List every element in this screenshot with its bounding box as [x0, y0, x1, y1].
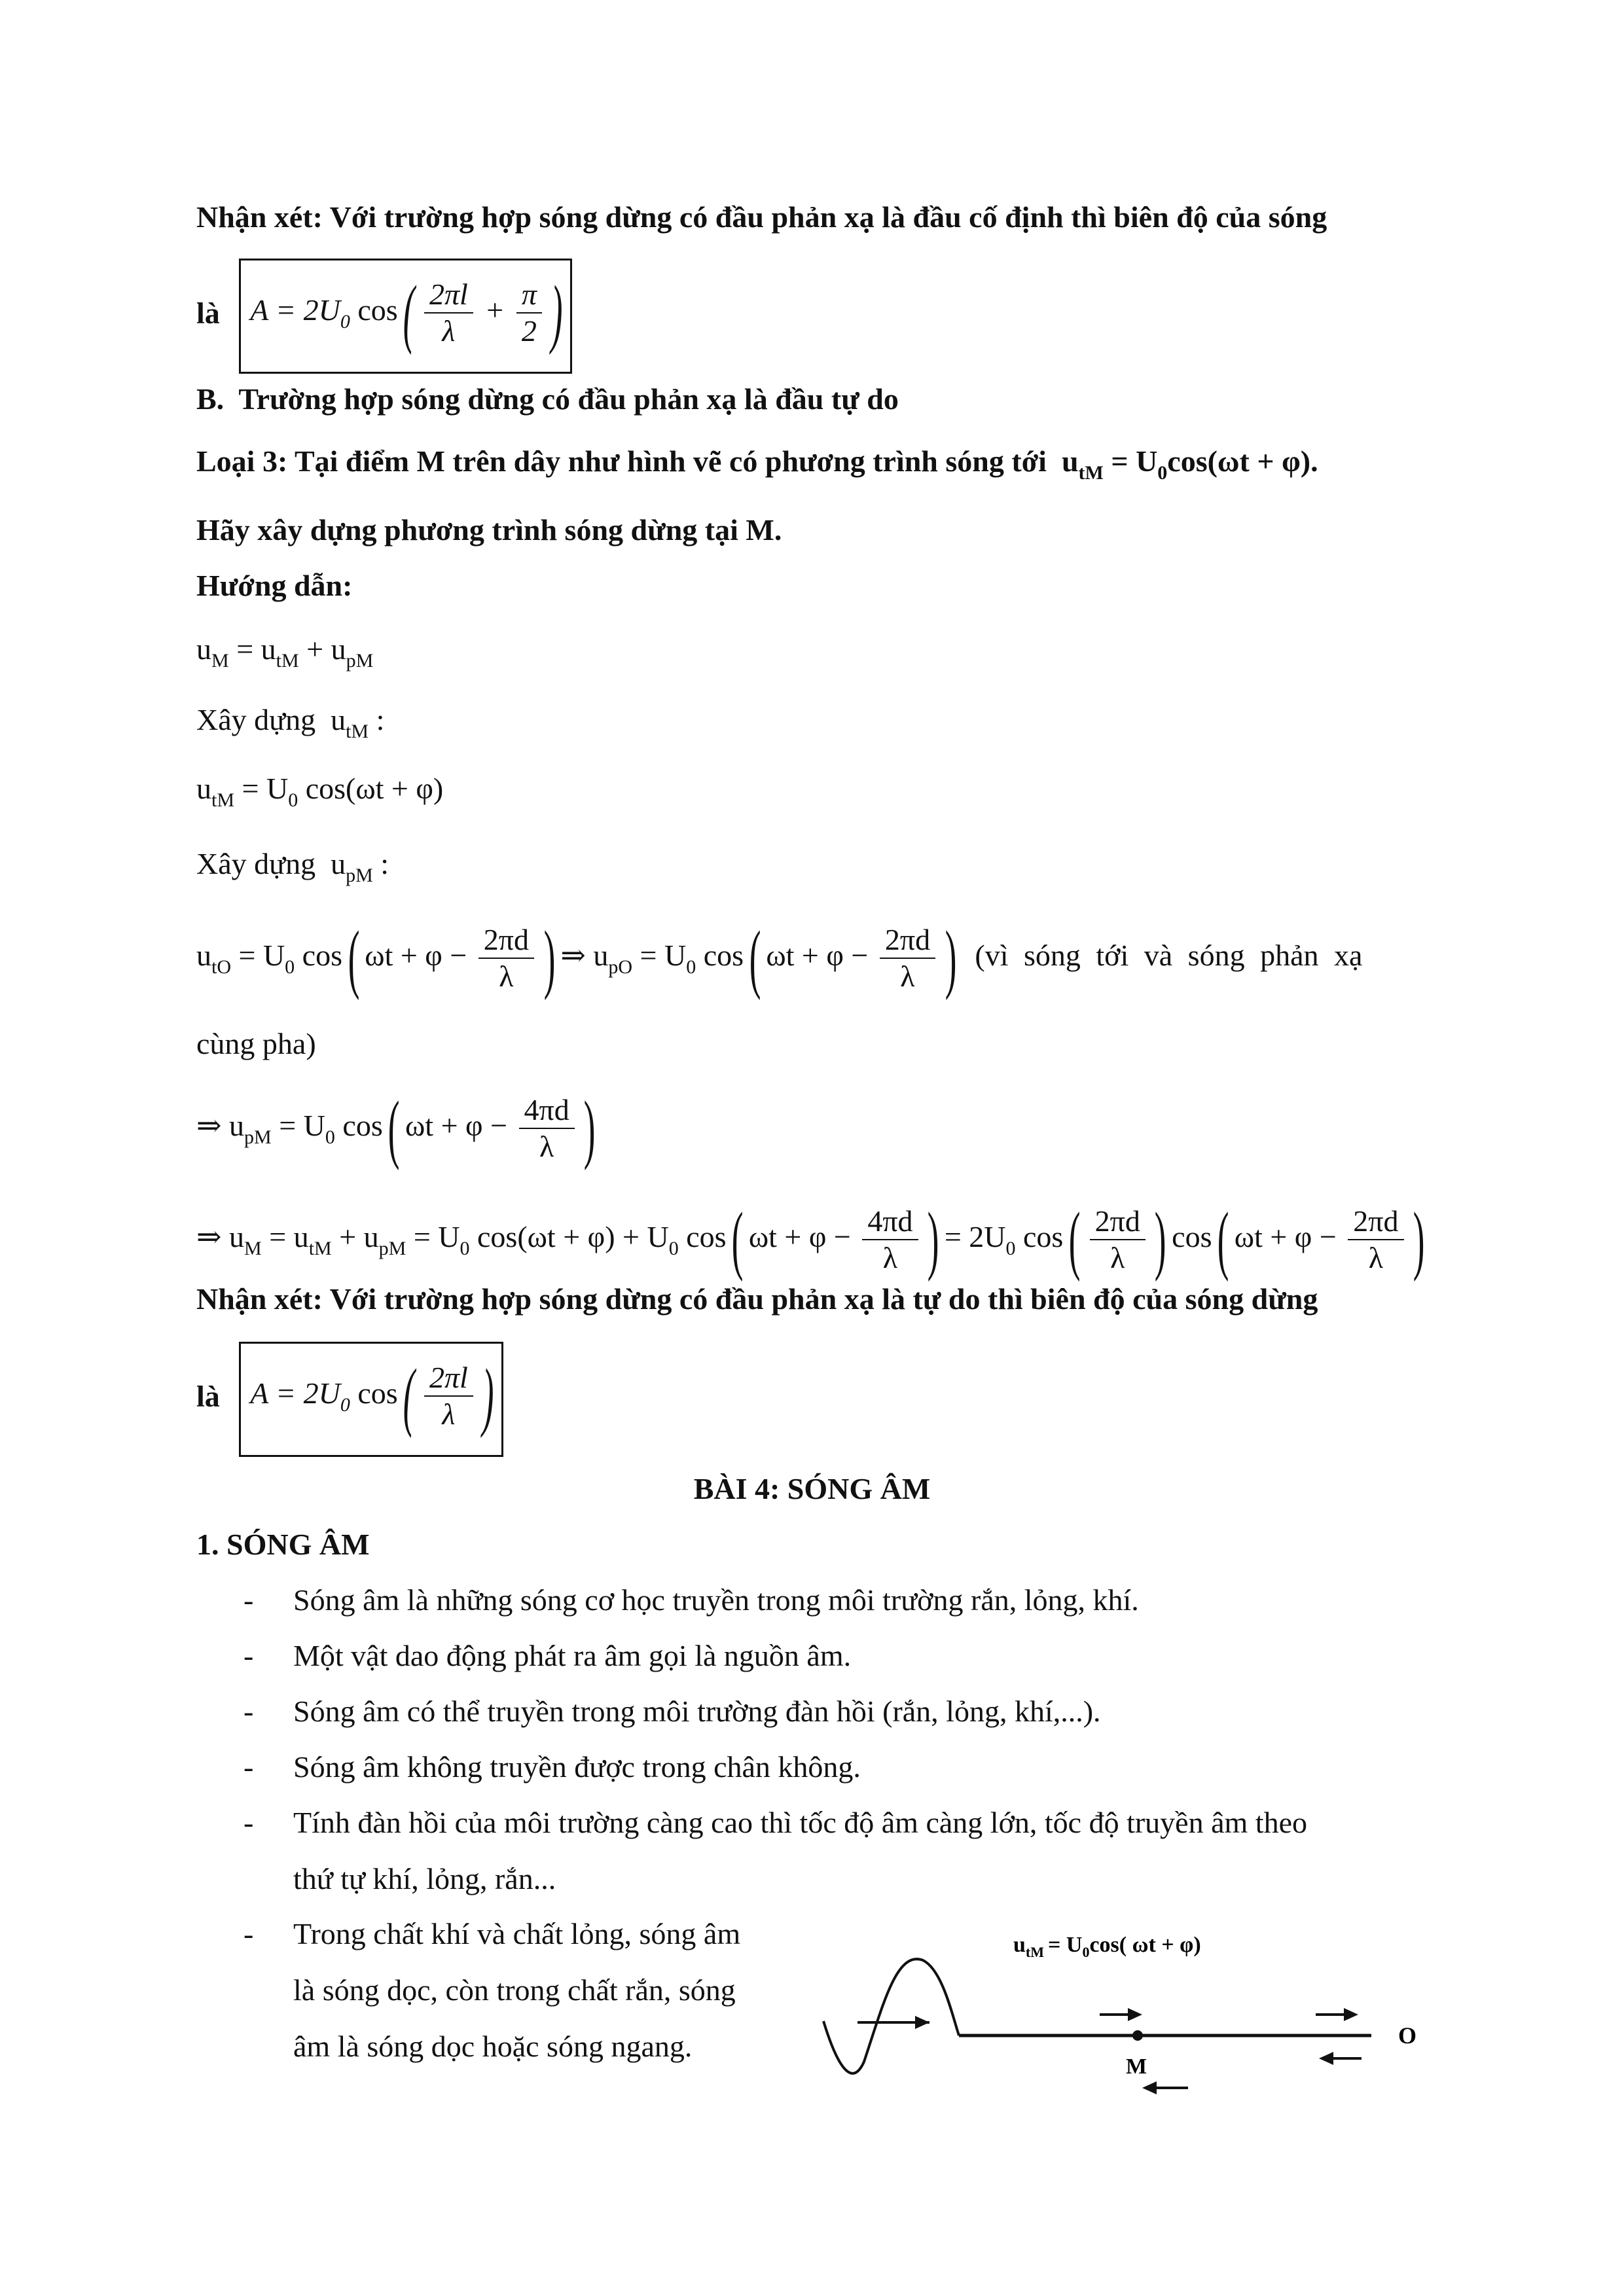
frac-den: λ [539, 1130, 554, 1164]
eq-sub: tM [346, 721, 369, 742]
eq-arg: ωt + φ − [1234, 1220, 1337, 1253]
frac-num: 2πd [880, 922, 935, 959]
section-heading: 1. SÓNG ÂM [196, 1528, 370, 1561]
fraction [478, 922, 534, 994]
eq-part: = U [242, 772, 289, 805]
paren-close: ) [945, 915, 957, 1001]
bullet-text: Tính đàn hồi của môi trường càng cao thì tốc độ âm càng lớn, tốc độ truyền âm theo [293, 1806, 1307, 1839]
paren-open: ( [749, 915, 761, 1001]
eq-u: u [196, 632, 211, 666]
fraction [1090, 1204, 1146, 1276]
eq-u: u [196, 939, 211, 972]
remark-fixed-end [196, 198, 1327, 237]
bullet-text-continued: là sóng dọc, còn trong chất rắn, sóng [293, 1973, 736, 2007]
arrowhead [1128, 2008, 1142, 2021]
frac-den: λ [900, 960, 915, 994]
formula-sub: 0 [340, 1394, 350, 1416]
formula-cos: cos [357, 1376, 398, 1410]
amplitude-formula-free [239, 1342, 503, 1457]
frac-den: λ [499, 960, 514, 994]
eq-u: u [331, 847, 346, 880]
eq-u: u [331, 703, 346, 736]
frac-den: 2 [521, 314, 537, 348]
eq-sub: M [244, 1238, 262, 1259]
figure-label: $u_{tM} = U_0\cos$( ωt + φ) [1013, 1933, 1201, 1960]
plus-sign: + [484, 293, 505, 327]
bullet-text: Sóng âm là những sóng cơ học truyền trong môi trường rắn, lỏng, khí. [293, 1583, 1139, 1617]
bullet-text-continued: thứ tự khí, lỏng, rắn... [293, 1862, 556, 1895]
eq-sub: pM [378, 1238, 406, 1259]
arrowhead [1142, 2081, 1157, 2094]
formula-lhs: A = 2U [250, 1376, 340, 1410]
build-utM-label [196, 700, 384, 751]
eq-sub0: 0 [1157, 462, 1168, 484]
frac-num: 4πd [519, 1092, 575, 1129]
eq-sub: tM [211, 789, 235, 811]
point-M-dot [1132, 2030, 1143, 2041]
frac-num: 2πd [478, 922, 534, 959]
fraction [424, 1360, 473, 1432]
bullet-text: Một vật dao động phát ra âm gọi là nguồn âm. [293, 1639, 852, 1672]
paren-close: ) [551, 270, 563, 356]
paren-close: ) [584, 1085, 596, 1172]
eq-sub: M [211, 650, 229, 672]
bullet-text-continued: âm là sóng dọc hoặc sóng ngang. [293, 2030, 693, 2063]
build-upM-label [196, 844, 389, 895]
eq-sub: tM [276, 650, 299, 672]
frac-den: λ [442, 1397, 456, 1431]
frac-num: 4πd [862, 1204, 918, 1240]
eq-sub: 0 [288, 789, 298, 811]
eq-sub: pM [346, 650, 374, 672]
eq-part: = u [269, 1220, 309, 1253]
lesson-title: BÀI 4: SÓNG ÂM [693, 1472, 931, 1505]
equation-uM-sum [196, 630, 373, 681]
eq-cos: cos [1172, 1220, 1212, 1253]
eq-part: = U [238, 939, 285, 972]
eq-sub: 0 [668, 1238, 679, 1259]
paren-close: ) [927, 1196, 939, 1283]
eq-cos: cos [703, 939, 744, 972]
build-text: Xây dựng [196, 847, 316, 880]
eq-sub: tM [1078, 462, 1104, 484]
remark-text: Với trường hợp sóng dừng có đầu phản xạ là tự do thì biên độ của sóng dừng [329, 1282, 1318, 1316]
implies-arrow: ⇒ [560, 939, 586, 972]
paren-open: ( [731, 1196, 744, 1283]
sine-wave [823, 1959, 959, 2073]
frac-den: λ [1110, 1241, 1125, 1275]
type3-label: Loại 3: [196, 444, 288, 478]
equation-utM [196, 769, 443, 820]
frac-den: λ [882, 1241, 898, 1275]
formula-lhs: A = 2U [250, 293, 340, 327]
eq-part: = U [640, 939, 687, 972]
formula-fixed-end-row [196, 259, 572, 374]
eq-u: u [196, 772, 211, 805]
eq-arg: ωt + φ − [748, 1220, 851, 1253]
remark-label: Nhận xét: [196, 1282, 323, 1316]
formula-free-end-row [196, 1342, 503, 1457]
paren-open: ( [348, 915, 359, 1001]
frac-den: λ [1368, 1241, 1384, 1275]
arrowhead [1344, 2008, 1358, 2021]
amplitude-formula-fixed [239, 259, 571, 374]
eq-u: u [593, 939, 609, 972]
eq-sub: tO [211, 956, 231, 978]
fraction [1348, 1204, 1403, 1276]
eq-sub: 0 [460, 1238, 470, 1259]
eq-part: cos(ωt + φ) [305, 772, 444, 805]
eq-arg: ωt + φ − [365, 939, 467, 972]
fraction [424, 277, 473, 349]
section-b-heading [196, 380, 899, 419]
eq-arg: ωt + φ − [766, 939, 869, 972]
fraction [880, 922, 935, 994]
fraction [862, 1204, 918, 1276]
wave-figure [812, 1898, 1453, 2121]
bullet-dash: - [244, 1583, 254, 1617]
eq-tail: cos(ωt + φ). [1167, 444, 1318, 478]
paren-close: ) [1413, 1196, 1425, 1283]
eq-sub: 0 [325, 1126, 335, 1148]
eq-arg: ωt + φ − [405, 1109, 508, 1142]
bullet-dash: - [244, 1750, 254, 1784]
bullet-text: Sóng âm có thể truyền trong môi trường đàn hồi (rắn, lỏng, khí,...). [293, 1695, 1101, 1728]
frac-num: 2πd [1348, 1204, 1403, 1240]
remark-label: Nhận xét: [196, 200, 323, 234]
paren-open: ( [388, 1085, 400, 1172]
eq-u: u [1061, 444, 1079, 478]
frac-num: 2πl [424, 277, 473, 314]
point-M-label: M [1126, 2054, 1147, 2079]
paren-open: ( [403, 1353, 415, 1439]
paren-close: ) [482, 1353, 494, 1439]
bullet-text: Trong chất khí và chất lỏng, sóng âm [293, 1917, 741, 1950]
prefix-la: là [196, 296, 220, 330]
frac-den: λ [442, 314, 456, 348]
guide-title: Hướng dẫn: [196, 569, 353, 602]
eq-part: + u [339, 1220, 379, 1253]
remark-free-end [196, 1280, 1318, 1319]
eq-sub: pO [608, 956, 633, 978]
remark-text: Với trường hợp sóng dừng có đầu phản xạ là đầu cố định thì biên độ của sóng [329, 200, 1327, 234]
type3-problem [196, 442, 1318, 493]
eq-sub: tM [308, 1238, 332, 1259]
eq-sub: 0 [686, 956, 696, 978]
point-O-label: O [1398, 2022, 1417, 2049]
type3-text: Tại điểm M trên dây như hình vẽ có phương trình sóng tới [294, 444, 1047, 478]
eq-sub: pM [346, 865, 373, 886]
implies-arrow: ⇒ [196, 1109, 222, 1142]
eq-cos: cos [1023, 1220, 1064, 1253]
build-text: Xây dựng [196, 703, 316, 736]
bullet-dash: - [244, 1917, 254, 1950]
fraction [516, 277, 542, 349]
paren-open: ( [1068, 1196, 1081, 1283]
implies-arrow: ⇒ [196, 1220, 222, 1253]
paren-open: ( [1217, 1196, 1229, 1283]
paren-close: ) [1155, 1196, 1166, 1283]
eq-part: = U [413, 1220, 460, 1253]
formula-cos: cos [357, 293, 398, 327]
paren-close: ) [543, 915, 556, 1001]
bullet-dash: - [244, 1806, 254, 1839]
frac-num: 2πd [1090, 1204, 1146, 1240]
arrowhead [1319, 2052, 1333, 2065]
section-b-text: Trường hợp sóng dừng có đầu phản xạ là đầu tự do [238, 382, 899, 416]
bullet-text: Sóng âm không truyền được trong chân không. [293, 1750, 861, 1784]
colon: : [376, 703, 385, 736]
eq-cos: cos [686, 1220, 727, 1253]
fraction [519, 1092, 575, 1164]
prefix-la: là [196, 1379, 220, 1413]
eq-u: u [229, 1220, 245, 1253]
eq-part: = U [279, 1109, 325, 1142]
eq-part: = u [236, 632, 276, 666]
eq-sub: pM [244, 1126, 272, 1148]
frac-num: 2πl [424, 1360, 473, 1397]
type3-task: Hãy xây dựng phương trình sóng dừng tại M. [196, 513, 782, 547]
colon: : [380, 847, 389, 880]
eq-cos: cos [302, 939, 342, 972]
bullet-dash: - [244, 1695, 254, 1728]
eq-note-continued: cùng pha) [196, 1027, 316, 1060]
equation-utO-upO [196, 910, 1362, 1013]
eq-sub: 0 [285, 956, 295, 978]
bullet-dash: - [244, 1639, 254, 1672]
paren-open: ( [403, 270, 415, 356]
eq-u: u [229, 1109, 245, 1142]
eq-sub: 0 [1005, 1238, 1016, 1259]
section-b-label: B. [196, 382, 225, 416]
equation-upM [196, 1080, 594, 1183]
eq-part: cos(ωt + φ) + U [477, 1220, 669, 1253]
eq-part: + u [306, 632, 346, 666]
eq-note: (vì sóng tới và sóng phản xạ [975, 939, 1363, 972]
eq-part: = 2U [944, 1220, 1006, 1253]
formula-sub: 0 [340, 311, 350, 332]
frac-num: π [516, 277, 542, 314]
arrowhead [915, 2016, 929, 2029]
eq-rhs: = U [1111, 444, 1158, 478]
eq-cos: cos [342, 1109, 383, 1142]
